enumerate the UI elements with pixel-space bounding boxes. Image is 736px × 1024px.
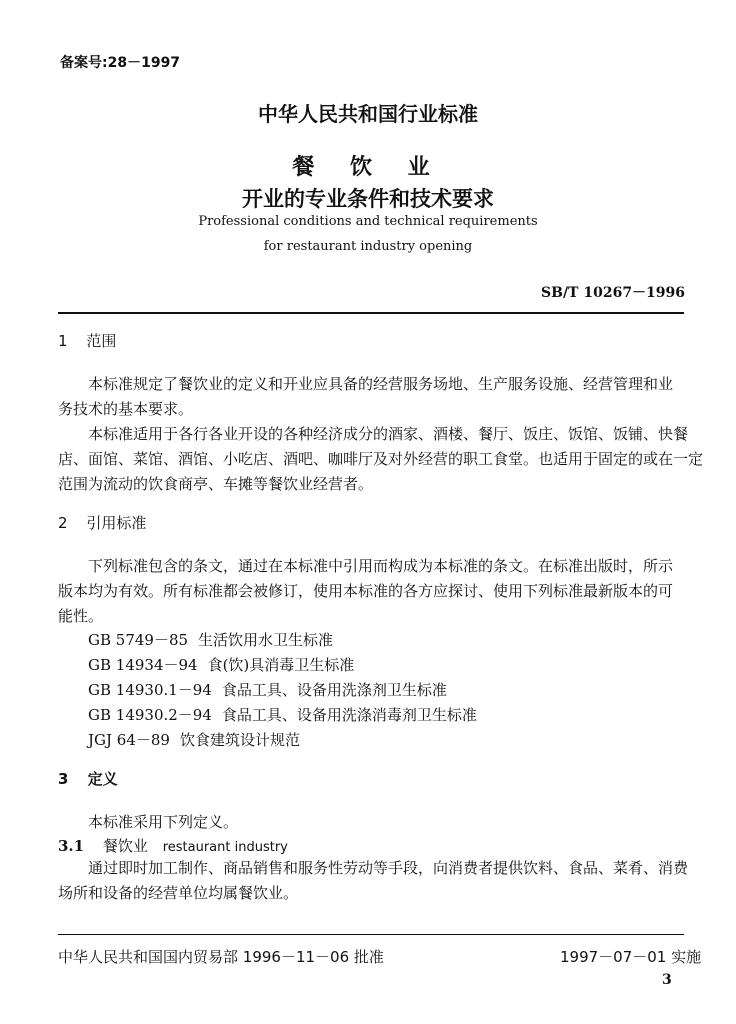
term-def-line1: 通过即时加工制作、商品销售和服务性劳动等手段，向消费者提供饮料、食品、菜肴、消费 — [88, 859, 689, 877]
reference-code: GB 14934－94 — [88, 656, 198, 674]
scope-p1-line1: 本标准规定了餐饮业的定义和开业应具备的经营服务场地、生产服务设施、经营管理和业 — [88, 375, 674, 393]
reference-item — [88, 629, 333, 650]
page-number: 3 — [662, 972, 672, 988]
section-2-number: 2 — [58, 514, 68, 532]
reference-title: 食品工具、设备用洗涤剂卫生标准 — [221, 681, 447, 699]
term-heading — [58, 835, 288, 856]
footer-divider — [58, 934, 684, 935]
record-number: 备案号:28－1997 — [60, 55, 181, 71]
scope-p2-line2: 店、面馆、菜馆、酒馆、小吃店、酒吧、咖啡厅及对外经营的职工食堂。也适用于固定的或在一定 — [58, 450, 704, 468]
scope-p2-line1: 本标准适用于各行各业开设的各种经济成分的酒家、酒楼、餐厅、饭庄、饭馆、饭铺、快餐 — [88, 425, 689, 443]
term-chinese: 餐饮业 — [102, 837, 148, 855]
reference-code: GB 14930.2－94 — [88, 706, 212, 724]
section-1-number: 1 — [58, 332, 68, 350]
title-en-line2: for restaurant industry opening — [263, 239, 473, 254]
term-definition — [58, 856, 688, 906]
section-3-title: 定义 — [87, 770, 118, 788]
scope-p1-line2: 务技术的基本要求。 — [58, 400, 194, 418]
reference-title: 食品工具、设备用洗涤消毒剂卫生标准 — [221, 706, 477, 724]
references-p1-line1: 下列标准包含的条文，通过在本标准中引用而构成为本标准的条文。在标准出版时，所示 — [88, 557, 674, 575]
reference-code: GB 5749－85 — [88, 631, 189, 649]
reference-title: 生活饮用水卫生标准 — [198, 631, 334, 649]
reference-item — [88, 679, 447, 700]
title-cn-line2: 开业的专业条件和技术要求 — [242, 187, 494, 211]
section-2-heading — [58, 512, 146, 533]
references-p1-line3: 能性。 — [58, 607, 104, 625]
section-3-number: 3 — [58, 770, 69, 788]
scope-paragraph-2 — [58, 422, 703, 497]
section-1-heading — [58, 330, 116, 351]
reference-code: JGJ 64－89 — [88, 731, 170, 749]
references-paragraph — [58, 554, 673, 629]
scope-paragraph-1 — [58, 372, 673, 422]
scope-p2-line3: 范围为流动的饮食商亭、车摊等餐饮业经营者。 — [58, 475, 374, 493]
header-divider — [58, 312, 684, 314]
references-p1-line2: 版本均为有效。所有标准都会被修订，使用本标准的各方应探讨、使用下列标准最新版本的可 — [58, 582, 674, 600]
term-number: 3.1 — [58, 837, 85, 855]
industry-standard-heading: 中华人民共和国行业标准 — [258, 102, 478, 126]
reference-title: 饮食建筑设计规范 — [179, 731, 300, 749]
title-en-line1: Professional conditions and technical requirements — [198, 214, 538, 229]
section-2-title: 引用标准 — [86, 514, 147, 532]
reference-item — [88, 729, 300, 750]
approval-line: 中华人民共和国国内贸易部 1996－11－06 批准 — [58, 948, 384, 966]
term-def-line2: 场所和设备的经营单位均属餐饮业。 — [58, 884, 299, 902]
reference-code: GB 14930.1－94 — [88, 681, 212, 699]
section-1-title: 范围 — [86, 332, 117, 350]
definitions-intro: 本标准采用下列定义。 — [88, 813, 239, 831]
reference-item — [88, 704, 477, 725]
standard-code: SB/T 10267－1996 — [541, 285, 686, 301]
reference-title: 食(饮)具消毒卫生标准 — [207, 656, 355, 674]
section-3-heading — [58, 768, 118, 789]
title-cn-line1: 餐 饮 业 — [292, 155, 444, 180]
reference-item — [88, 654, 354, 675]
term-english: restaurant industry — [162, 840, 288, 855]
implementation-date: 1997－07－01 实施 — [560, 948, 702, 966]
